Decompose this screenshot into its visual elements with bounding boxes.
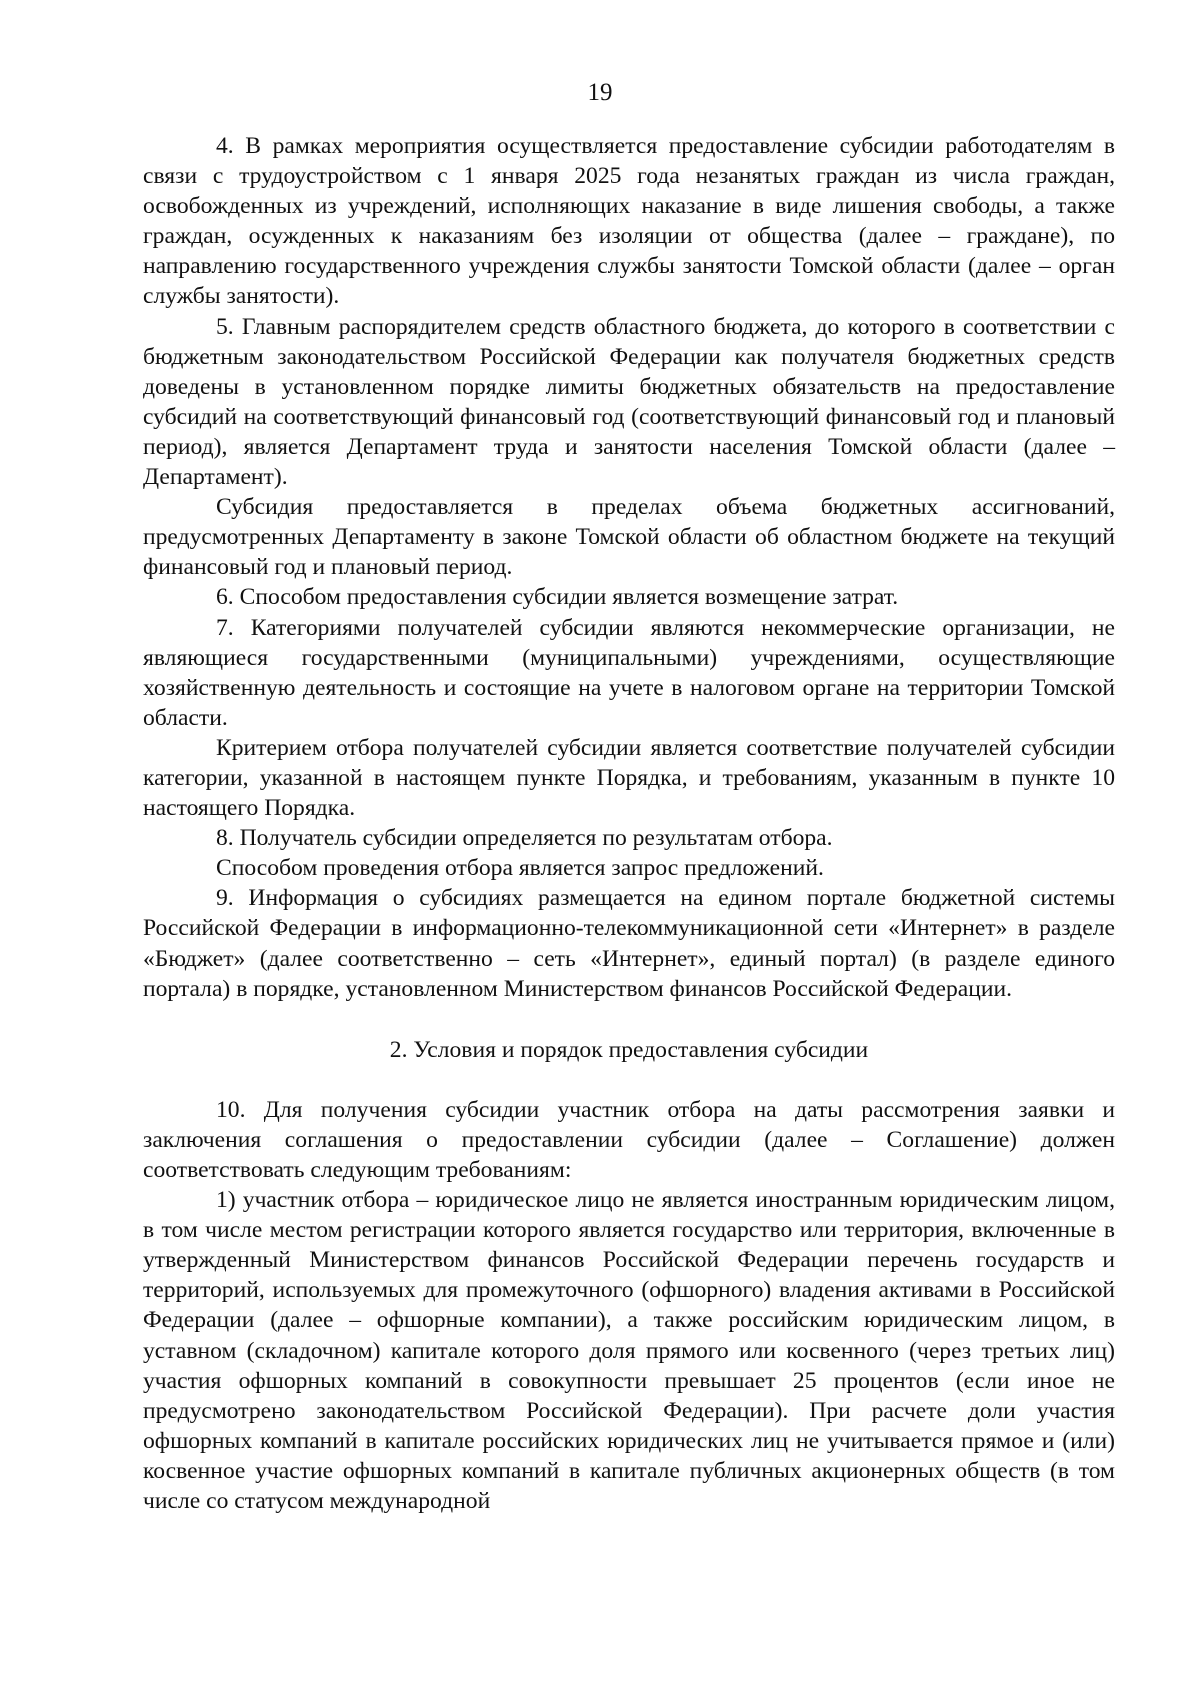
paragraph-selection-method: Способом проведения отбора является запрос предложений. xyxy=(216,855,824,882)
paragraph-item-8: 8. Получатель субсидии определяется по результатам отбора. xyxy=(216,825,833,852)
paragraph-item-6: 6. Способом предоставления субсидии является возмещение затрат. xyxy=(216,584,899,611)
paragraph-subsidy-limits: Субсидия предоставляется в пределах объема бюджетных ассигнований, предусмотренных Департаменту в законе Томской области об областном бюджете на текущий финансовый год и плановый период. xyxy=(143,494,1115,581)
paragraph-item-9: 9. Информация о субсидиях размещается на едином портале бюджетной системы Российской Федерации в информационно-телекоммуникационной сети «Интернет» в разделе «Бюджет» (далее соответственно – сеть «Интернет», единый портал) (в разделе единого портала) в порядке, установленном Министерством финансов Российской Федерации. xyxy=(143,885,1115,1002)
document-body xyxy=(143,131,1115,1516)
paragraph-requirement-1: 1) участник отбора – юридическое лицо не является иностранным юридическим лицом, в том числе местом регистрации которого является государство или территория, включенные в утвержденный Министерством финансов Российской Федерации перечень государств и территорий, используемых для промежуточного (офшорного) владения активами в Российской Федерации (далее – офшорные компании), а также российским юридическим лицом, в уставном (складочном) капитале которого доля прямого или косвенного (через третьих лиц) участия офшорных компаний в совокупности превышает 25 процентов (если иное не предусмотрено законодательством Российской Федерации). При расчете доли участия офшорных компаний в капитале российских юридических лиц не учитывается прямое и (или) косвенное участие офшорных компаний в капитале публичных акционерных обществ (в том числе со статусом международной xyxy=(143,1187,1115,1515)
paragraph-item-7: 7. Категориями получателей субсидии являются некоммерческие организации, не являющиеся государственными (муниципальными) учреждениями, осуществляющие хозяйственную деятельность и состоящие на учете в налоговом органе на территории Томской области. xyxy=(143,614,1115,731)
paragraph-item-4: 4. В рамках мероприятия осуществляется предоставление субсидии работодателям в связи с трудоустройством с 1 января 2025 года незанятых граждан из числа граждан, освобожденных из учреждений, исполняющих наказание в виде лишения свободы, а также граждан, осужденных к наказаниям без изоляции от общества (далее – граждане), по направлению государственного учреждения службы занятости Томской области (далее – орган службы занятости). xyxy=(143,133,1115,310)
paragraph-item-5: 5. Главным распорядителем средств областного бюджета, до которого в соответствии с бюджетным законодательством Российской Федерации как получателя бюджетных средств доведены в установленном порядке лимиты бюджетных обязательств на предоставление субсидий на соответствующий финансовый год (соответствующий финансовый год и плановый период), является Департамент труда и занятости населения Томской области (далее – Департамент). xyxy=(143,313,1115,491)
paragraph-item-10: 10. Для получения субсидии участник отбора на даты рассмотрения заявки и заключения соглашения о предоставлении субсидии (далее – Соглашение) должен соответствовать следующим требованиям: xyxy=(143,1096,1115,1183)
paragraph-selection-criterion: Критерием отбора получателей субсидии является соответствие получателей субсидии категории, указанной в настоящем пункте Порядка, и требованиям, указанным в пункте 10 настоящего Порядка. xyxy=(143,734,1115,822)
page-number: 19 xyxy=(587,79,613,106)
section-heading: 2. Условия и порядок предоставления субсидии xyxy=(389,1036,869,1063)
